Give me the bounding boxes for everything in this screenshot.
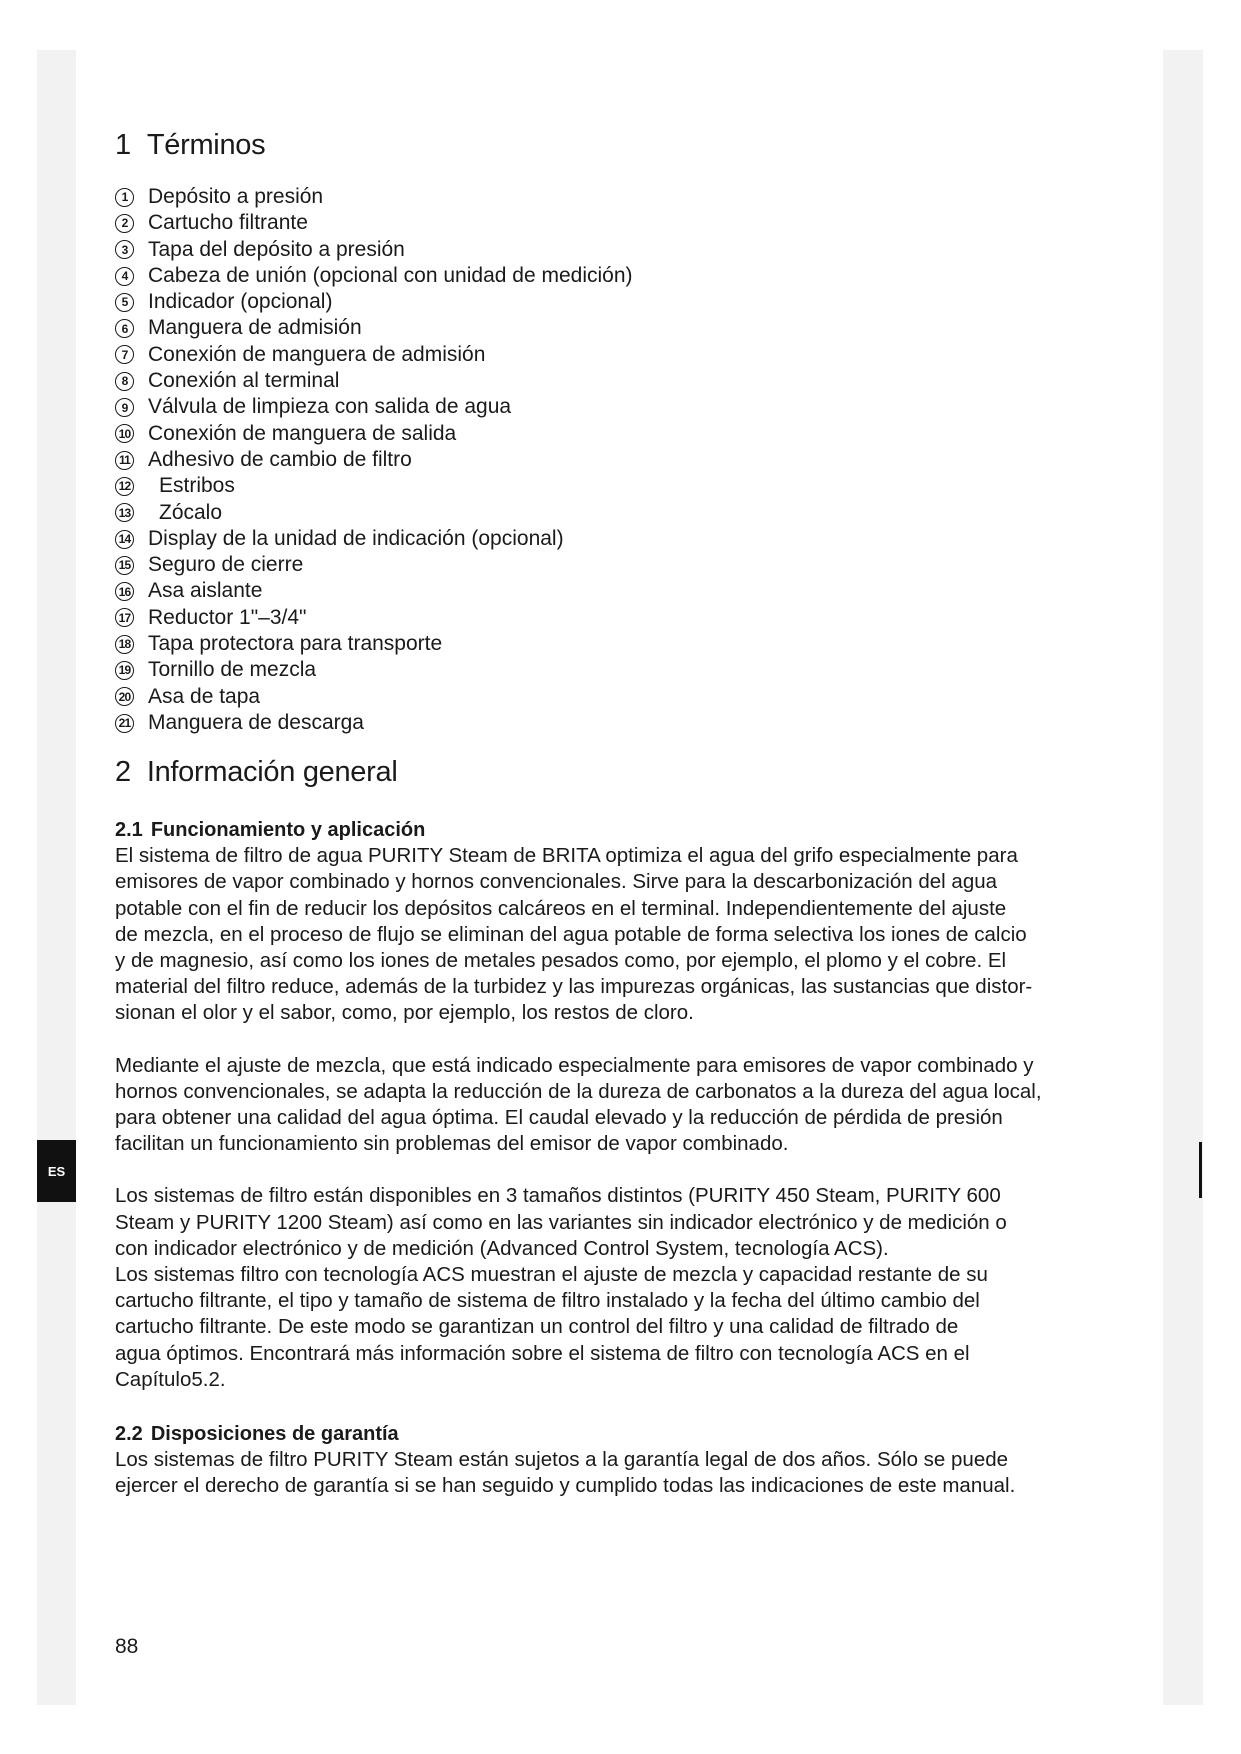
term-label: Estribos <box>159 474 235 498</box>
text-line: para obtener una calidad del agua óptima. El caudal elevado y la reducción de pérdida de presión <box>115 1106 1003 1130</box>
term-item <box>115 289 1125 315</box>
circled-number: 16 <box>115 582 134 601</box>
term-item <box>115 657 1125 683</box>
circled-number: 5 <box>115 293 134 312</box>
paragraph-2-1-b <box>115 1053 1125 1158</box>
document-content <box>115 120 1125 1500</box>
term-item <box>115 394 1125 420</box>
subsection-2-2-number: 2.2 <box>115 1423 143 1446</box>
term-label: Tapa protectora para transporte <box>148 632 443 656</box>
term-label: Tornillo de mezcla <box>148 658 317 682</box>
term-label: Conexión de manguera de salida <box>148 421 457 445</box>
term-label: Reductor 1"–3/4" <box>148 605 307 629</box>
term-label: Conexión al terminal <box>148 369 340 393</box>
text-line: sionan el olor y el sabor, como, por ejemplo, los restos de cloro. <box>115 1001 694 1025</box>
circled-number: 20 <box>115 687 134 706</box>
circled-number: 15 <box>115 556 134 575</box>
term-item <box>115 263 1125 289</box>
text-line: material del filtro reduce, además de la turbidez y las impurezas orgánicas, las sustancias que distor- <box>115 975 1033 999</box>
text-line: ejercer el derecho de garantía si se han seguido y cumplido todas las indicaciones de este manual. <box>115 1474 1016 1498</box>
circled-number: 10 <box>115 424 134 443</box>
paragraph-2-2-a <box>115 1447 1125 1499</box>
circled-number: 11 <box>115 451 134 470</box>
subsection-2-1-title <box>115 817 1125 843</box>
subsection-2-1-title-text: Funcionamiento y aplicación <box>150 819 426 842</box>
term-label: Válvula de limpieza con salida de agua <box>148 395 512 419</box>
text-line: emisores de vapor combinado y hornos convencionales. Sirve para la descarbonización del agua <box>115 870 998 894</box>
term-item <box>115 552 1125 578</box>
term-item <box>115 605 1125 631</box>
term-label: Zócalo <box>159 500 223 524</box>
paragraph-2-1-a <box>115 843 1125 1026</box>
term-item <box>115 342 1125 368</box>
term-label: Indicador (opcional) <box>148 290 333 314</box>
text-line: y de magnesio, así como los iones de metales pesados como, por ejemplo, el plomo y el cobre. El <box>115 949 1007 973</box>
text-line: Mediante el ajuste de mezcla, que está indicado especialmente para emisores de vapor combinado y <box>115 1053 1034 1077</box>
circled-number: 2 <box>115 214 134 233</box>
text-line: de mezcla, en el proceso de flujo se eliminan del agua potable de forma selectiva los iones de calcio <box>115 922 1027 946</box>
circled-number: 12 <box>115 477 134 496</box>
paragraph-spacer <box>115 1027 1125 1053</box>
text-line: Los sistemas filtro con tecnología ACS muestran el ajuste de mezcla y capacidad restante de su <box>115 1263 988 1287</box>
text-line: potable con el fin de reducir los depósitos calcáreos en el terminal. Independientemente del ajuste <box>115 896 1007 920</box>
language-tab: ES <box>37 1140 76 1202</box>
section-2-number: 2 <box>115 756 131 789</box>
term-label: Depósito a presión <box>148 185 324 208</box>
term-label: Display de la unidad de indicación (opcional) <box>148 526 564 550</box>
section-1-title <box>115 129 1125 162</box>
term-item <box>115 184 1125 210</box>
circled-number: 18 <box>115 635 134 654</box>
text-line: con indicador electrónico y de medición (Advanced Control System, tecnología ACS). <box>115 1236 889 1260</box>
term-label: Adhesivo de cambio de filtro <box>148 447 412 471</box>
page-number: 88 <box>115 1635 139 1658</box>
circled-number: 8 <box>115 372 134 391</box>
term-item <box>115 315 1125 341</box>
paragraph-spacer <box>115 1157 1125 1183</box>
text-line: Steam y PURITY 1200 Steam) así como en las variantes sin indicador electrónico y de medición o <box>115 1210 1007 1234</box>
subsection-2-1-number: 2.1 <box>115 819 143 842</box>
term-item <box>115 526 1125 552</box>
terms-list <box>115 184 1125 736</box>
section-2-title <box>115 756 1125 789</box>
term-item <box>115 473 1125 499</box>
text-line: Los sistemas de filtro están disponibles en 3 tamaños distintos (PURITY 450 Steam, PURITY 600 <box>115 1184 1001 1208</box>
section-1-number: 1 <box>115 129 131 161</box>
term-item <box>115 421 1125 447</box>
term-label: Manguera de descarga <box>148 710 364 734</box>
term-item <box>115 447 1125 473</box>
text-line: cartucho filtrante. De este modo se garantizan un control del filtro y una calidad de filtrado de <box>115 1315 959 1339</box>
circled-number: 6 <box>115 319 134 338</box>
circled-number: 21 <box>115 714 134 733</box>
term-item <box>115 631 1125 657</box>
subsection-2-2-title-text: Disposiciones de garantía <box>150 1423 399 1446</box>
term-item <box>115 684 1125 710</box>
term-label: Seguro de cierre <box>148 553 304 577</box>
term-label: Cabeza de unión (opcional con unidad de medición) <box>148 263 633 287</box>
circled-number: 9 <box>115 398 134 417</box>
term-item <box>115 368 1125 394</box>
term-label: Conexión de manguera de admisión <box>148 342 486 366</box>
term-label: Tapa del depósito a presión <box>148 237 405 261</box>
term-item <box>115 210 1125 236</box>
term-label: Asa aislante <box>148 579 263 603</box>
edge-marker <box>1199 1142 1202 1198</box>
circled-number: 17 <box>115 608 134 627</box>
text-line: Capítulo5.2. <box>115 1367 226 1391</box>
term-item <box>115 710 1125 736</box>
circled-number: 19 <box>115 661 134 680</box>
section-2-title-text: Información general <box>146 756 398 789</box>
circled-number: 1 <box>115 188 134 207</box>
circled-number: 13 <box>115 503 134 522</box>
text-line: hornos convencionales, se adapta la reducción de la dureza de carbonatos a la dureza del agua local, <box>115 1079 1042 1103</box>
term-label: Asa de tapa <box>148 684 261 708</box>
term-item <box>115 578 1125 604</box>
term-label: Manguera de admisión <box>148 316 362 340</box>
circled-number: 7 <box>115 345 134 364</box>
term-item <box>115 500 1125 526</box>
paragraph-2-1-c <box>115 1183 1125 1393</box>
subsection-2-2-title <box>115 1421 1125 1447</box>
text-line: Los sistemas de filtro PURITY Steam están sujetos a la garantía legal de dos años. Sólo se puede <box>115 1448 1009 1472</box>
term-item <box>115 237 1125 263</box>
text-line: agua óptimos. Encontrará más información sobre el sistema de filtro con tecnología ACS en el <box>115 1341 970 1365</box>
circled-number: 3 <box>115 240 134 259</box>
circled-number: 4 <box>115 267 134 286</box>
text-line: cartucho filtrante, el tipo y tamaño de sistema de filtro instalado y la fecha del último cambio del <box>115 1289 980 1313</box>
text-line: El sistema de filtro de agua PURITY Steam de BRITA optimiza el agua del grifo especialmente para <box>115 844 1018 868</box>
circled-number: 14 <box>115 530 134 549</box>
term-label: Cartucho filtrante <box>148 211 308 235</box>
text-line: facilitan un funcionamiento sin problemas del emisor de vapor combinado. <box>115 1132 789 1156</box>
section-1-title-text: Términos <box>146 129 266 161</box>
